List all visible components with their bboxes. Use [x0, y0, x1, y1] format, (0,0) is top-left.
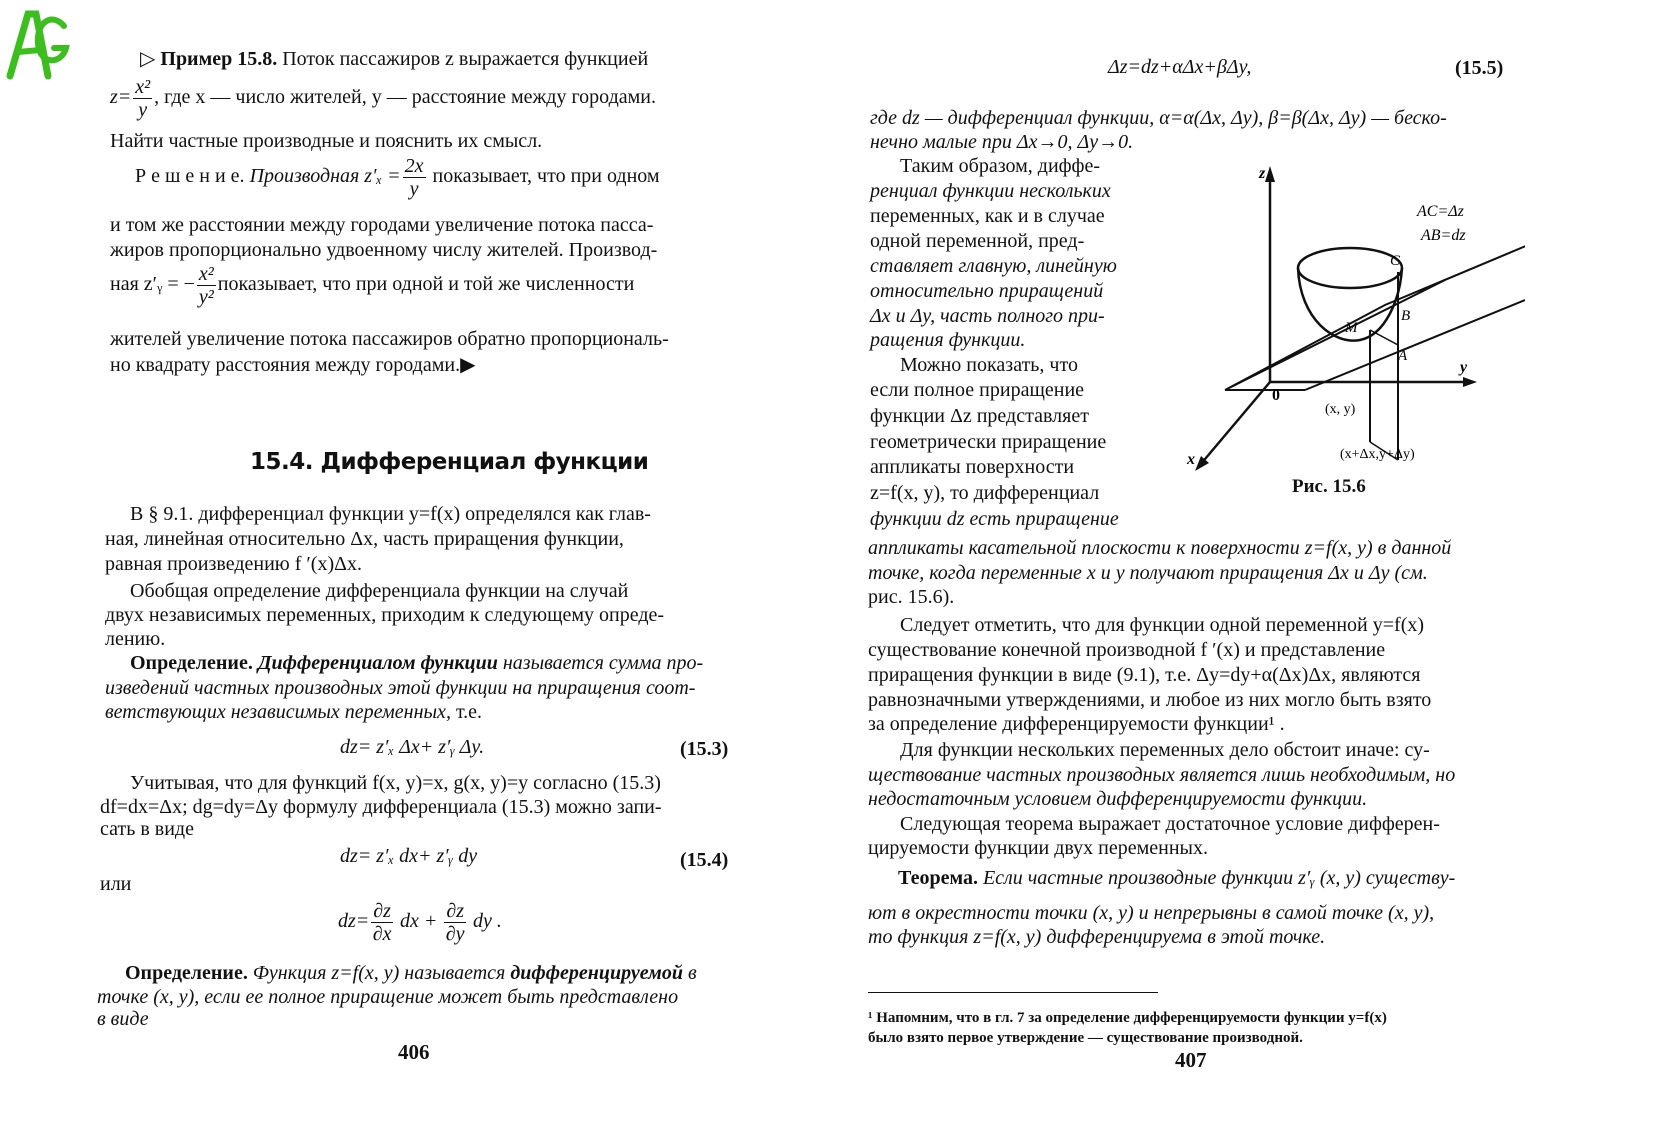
- label-ab: AB=dz: [1421, 227, 1466, 244]
- label-xy: (x, y): [1325, 402, 1356, 417]
- solution-paragraph-line: но квадрату расстояния между городами.▶: [110, 354, 476, 376]
- footnote-line: было взято первое утверждение — существование производной.: [868, 1030, 1303, 1046]
- theorem-line: Теорема. Если частные производные функции z′ᵧ (x, y) существу-: [898, 867, 1456, 889]
- paragraph-line: приращения функции в виде (9.1), т.е. Δy=dy+α(Δx)Δx, являются: [868, 664, 1421, 686]
- paragraph-line: Следует отметить, что для функции одной переменной y=f(x): [900, 614, 1425, 636]
- column-line: геометрически приращение: [870, 431, 1107, 453]
- example-heading: [140, 47, 752, 72]
- equation-15-4: dz= z′ₓ dx+ z′ᵧ dy: [340, 845, 478, 867]
- figure-caption: Рис. 15.6: [1292, 476, 1366, 497]
- section-heading: 15.4. Дифференциал функции: [250, 449, 649, 475]
- definition-2-line: в виде: [97, 1008, 149, 1030]
- paragraph-line: цируемости функции двух переменных.: [868, 837, 1208, 859]
- function-fraction: $\frac{\text{x²}}{y}$: [135, 76, 151, 121]
- page-number-right: 407: [1175, 1048, 1207, 1072]
- footnote-line: ¹ Напомним, что в гл. 7 за определение дифференцируемости функции y=f(x): [868, 1010, 1387, 1026]
- paragraph-line: лению.: [105, 628, 166, 650]
- paragraph-line: двух независимых переменных, приходим к следующему опреде-: [105, 604, 665, 626]
- label-xdy: (x+Δx,y+Δy): [1340, 447, 1415, 462]
- left-page: [0, 0, 830, 1145]
- equation-number: (15.5): [1455, 57, 1504, 79]
- paragraph-line: В § 9.1. дифференциал функции y=f(x) определялся как глав-: [130, 503, 651, 525]
- footnote-rule: [868, 992, 1158, 993]
- label-b: B: [1401, 308, 1411, 324]
- column-line: ренциал функции нескольких: [870, 180, 1111, 202]
- column-line: аппликаты поверхности: [870, 456, 1075, 478]
- column-line: Можно показать, что: [900, 354, 1078, 376]
- function-line: z= $\frac{\text{x²}}{y}$ , где x — число жителей, y — расстояние между городами.: [110, 76, 657, 121]
- equation-number: (15.3): [680, 738, 729, 760]
- paragraph-line: ная, линейная относительно Δx, часть приращения функции,: [105, 528, 624, 550]
- paragraph-line: где dz — дифференциал функции, α=α(Δx, Δy), β=β(Δx, Δy) — беско-: [870, 107, 1447, 129]
- equation-15-3: dz= z′ₓ Δx+ z′ᵧ Δy.: [340, 736, 485, 758]
- column-line: функции Δz представляет: [870, 405, 1089, 427]
- paragraph-line: равнозначными утверждениями, и любое из них могло быть взято: [868, 689, 1432, 711]
- paragraph-line: Обобщая определение дифференциала функции на случай: [130, 580, 629, 602]
- column-line: переменных, как и в случае: [870, 205, 1105, 227]
- column-line: если полное приращение: [870, 379, 1085, 401]
- column-line: функции dz есть приращение: [870, 508, 1119, 530]
- column-line: ращения функции.: [870, 329, 1026, 351]
- page-number-left: 406: [398, 1040, 430, 1064]
- solution-paragraph-line: жиров пропорционально удвоенному числу жителей. Производ-: [110, 239, 658, 261]
- paragraph-line: равная произведению f ′(x)Δx.: [105, 553, 362, 575]
- paragraph-line: Следующая теорема выражает достаточное условие дифферен-: [900, 813, 1440, 835]
- z-axis-arrow: [1265, 166, 1275, 182]
- example-text: Поток пассажиров z выражается функцией: [282, 48, 649, 70]
- example-label: ▷ Пример 15.8.: [140, 48, 278, 70]
- column-line: относительно приращений: [870, 280, 1104, 302]
- paragraph-line: Для функции нескольких переменных дело обстоит иначе: су-: [900, 739, 1430, 761]
- tangent-segment: [1370, 330, 1398, 345]
- surface-rim: [1298, 248, 1402, 288]
- equation-partials: dz= $\frac{\partial z}{\partial x}$ dx + $\frac{\partial z}{\partial y}$ dy .: [338, 900, 502, 945]
- column-line: одной переменной, пред-: [870, 230, 1085, 252]
- solution-paragraph-line: жителей увеличение потока пассажиров обратно пропорциональ-: [110, 328, 669, 350]
- y-axis-arrow: [1463, 377, 1477, 387]
- task-line: Найти частные производные и пояснить их смысл.: [110, 130, 543, 152]
- equation-15-5: Δz=dz+αΔx+βΔy,: [1108, 56, 1252, 78]
- column-line: z=f(x, y), то дифференциал: [870, 482, 1100, 504]
- paragraph-line: сать в виде: [100, 818, 194, 840]
- column-line: Таким образом, диффе-: [900, 155, 1100, 177]
- solution-paragraph-line: ная z′ᵧ = − $\frac{\text{x²}}{\text{y²}}$ показывает, что при одной и той же численности: [110, 263, 635, 308]
- label-origin: 0: [1272, 387, 1280, 404]
- figure-15-6: [1185, 160, 1525, 480]
- paragraph-line: Учитывая, что для функций f(x, y)=x, g(x, y)=y согласно (15.3): [130, 772, 661, 794]
- paragraph-line: недостаточным условием дифференцируемости функции.: [868, 788, 1368, 810]
- paragraph-line: ществование частных производных является лишь необходимым, но: [868, 764, 1456, 786]
- column-line: Δx и Δy, часть полного при-: [870, 305, 1105, 327]
- paragraph-line: за определение дифференцируемости функции¹ .: [868, 713, 1285, 735]
- plane-edge: [1305, 300, 1525, 390]
- label-m: M: [1345, 320, 1358, 336]
- definition-2-line: Определение. Функция z=f(x, y) называется дифференцируемой в: [125, 962, 697, 984]
- equation-number: (15.4): [680, 849, 729, 871]
- x-axis: [1200, 382, 1270, 465]
- right-page: [830, 0, 1662, 1145]
- paragraph-line: точке, когда переменные x и y получают приращения Δx и Δy (см.: [868, 562, 1428, 584]
- definition-2-line: точке (x, y), если ее полное приращение может быть представлено: [97, 986, 679, 1008]
- solution-line: Р е ш е н и е. Производная z′ₓ = $\frac{2x}{y}$ показывает, что при одном: [135, 155, 660, 200]
- solution-paragraph-line: и том же расстоянии между городами увеличение потока пасса-: [110, 214, 654, 236]
- definition-1-line: Определение. Дифференциалом функции называется сумма про-: [130, 652, 704, 674]
- label-ac: AC=Δz: [1417, 203, 1464, 220]
- paragraph-line: нечно малые при Δx→0, Δy→0.: [870, 131, 1134, 153]
- column-line: ставляет главную, линейную: [870, 255, 1117, 277]
- paragraph-line: существование конечной производной f ′(x) и представление: [868, 639, 1386, 661]
- or-word: или: [100, 873, 132, 895]
- theorem-line: ют в окрестности точки (x, y) и непрерывны в самой точке (x, y),: [868, 902, 1435, 924]
- label-c: C: [1390, 253, 1401, 269]
- label-z: z: [1259, 165, 1266, 182]
- definition-1-line: изведений частных производных этой функции на приращения соот-: [105, 677, 696, 699]
- definition-1-line: ветствующих независимых переменных, т.е.: [105, 701, 483, 723]
- label-a: A: [1398, 348, 1408, 364]
- label-y: y: [1460, 359, 1468, 376]
- label-x: x: [1187, 451, 1195, 468]
- paragraph-line: df=dx=Δx; dg=dy=Δy формулу дифференциала (15.3) можно запи-: [100, 796, 662, 818]
- paragraph-line: аппликаты касательной плоскости к поверхности z=f(x, y) в данной: [868, 537, 1452, 559]
- theorem-line: то функция z=f(x, y) дифференцируема в этой точке.: [868, 926, 1326, 948]
- paragraph-line: рис. 15.6).: [868, 586, 955, 608]
